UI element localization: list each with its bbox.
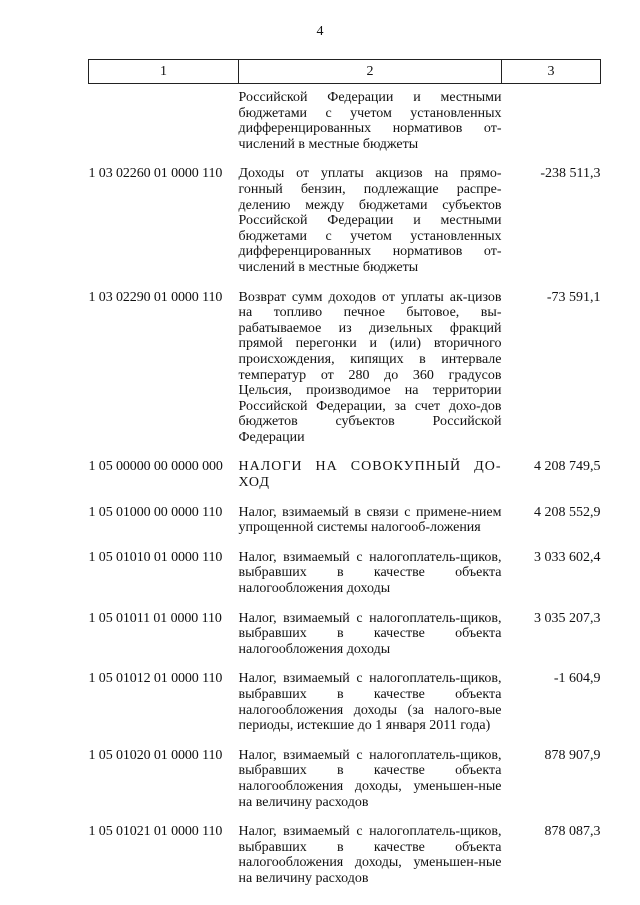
budget-code: 1 03 02260 01 0000 110 (88, 166, 223, 182)
table-row (89, 671, 601, 747)
table-row (89, 550, 601, 611)
table-row (89, 505, 601, 550)
amount: 4 208 749,5 (534, 459, 601, 475)
budget-code: 1 05 01021 01 0000 110 (88, 824, 223, 840)
revenue-name: Российской Федерации и местными бюджетами с учетом установленных дифференцированных нормативов от-числений в местные бюджеты (238, 90, 502, 152)
budget-code: 1 05 01011 01 0000 110 (88, 610, 222, 626)
table-row (89, 84, 601, 167)
table-row (89, 290, 601, 460)
page-number: 4 (316, 24, 324, 39)
amount: -73 591,1 (546, 289, 601, 305)
budget-code: 1 05 01010 01 0000 110 (88, 549, 223, 565)
revenue-name: Налог, взимаемый в связи с примене-нием упрощенной системы налогооб-ложения (238, 504, 502, 536)
revenue-name: Налог, взимаемый с налогоплатель-щиков, выбравших в качестве объекта налогообложения доходы (238, 610, 502, 657)
amount: 3 035 207,3 (534, 610, 601, 626)
table-row (89, 824, 601, 900)
amount: -1 604,9 (553, 671, 601, 687)
amount: -238 511,3 (540, 166, 601, 182)
revenue-name: Налог, взимаемый с налогоплатель-щиков, выбравших в качестве объекта налогообложения доходы, уменьшен-ные на величину расходов (238, 824, 502, 886)
amount: 4 208 552,9 (534, 504, 601, 520)
table-row (89, 611, 601, 672)
revenue-name: Налог, взимаемый с налогоплатель-щиков, выбравших в качестве объекта налогообложения доходы (238, 549, 502, 597)
budget-code: 1 05 01020 01 0000 110 (88, 747, 223, 763)
column-number-1: 1 (89, 60, 239, 84)
amount: 3 033 602,4 (534, 549, 601, 565)
revenue-name: Налог, взимаемый с налогоплатель-щиков, выбравших в качестве объекта налогообложения доходы (за налого-вые периоды, истекшие до 1 января 2011 года) (238, 671, 502, 734)
budget-code (89, 84, 239, 167)
amount: 878 907,9 (544, 747, 601, 763)
column-number-header-row (89, 60, 601, 84)
revenue-name: НАЛОГИ НА СОВОКУПНЫЙ ДО-ХОД (238, 459, 502, 491)
table-row (89, 166, 601, 289)
budget-code: 1 05 01000 00 0000 110 (88, 504, 223, 520)
column-number-3: 3 (502, 60, 601, 84)
budget-code: 1 03 02290 01 0000 110 (88, 289, 223, 305)
amount: 878 087,3 (544, 824, 601, 840)
amount (502, 84, 601, 167)
revenue-name: Доходы от уплаты акцизов на прямо-гонный бензин, подлежащие распре-делению между бюджетами субъектов Российской Федерации и местными бюджетами с учетом установленных дифференцированных нормативов от-числений в местные бюджеты (238, 166, 502, 275)
budget-code: 1 05 00000 00 0000 000 (88, 459, 223, 475)
revenue-name: Налог, взимаемый с налогоплатель-щиков, выбравших в качестве объекта налогообложения доходы, уменьшен-ные на величину расходов (238, 747, 502, 810)
table-row (89, 748, 601, 824)
revenue-name: Возврат сумм доходов от уплаты ак-цизов на топливо печное бытовое, вы-рабатываемое из дизельных фракций прямой перегонки и (или) вторичного происхождения, кипящих в интервале температур от 280 до 360 градусов Цельсия, производимое на территории Российской Федерации, за счет дохо-дов бюджетов субъектов Российской Федерации (238, 289, 502, 445)
budget-code: 1 05 01012 01 0000 110 (88, 671, 223, 687)
column-number-2: 2 (239, 60, 502, 84)
budget-revenue-table (88, 59, 601, 901)
table-row (89, 459, 601, 504)
